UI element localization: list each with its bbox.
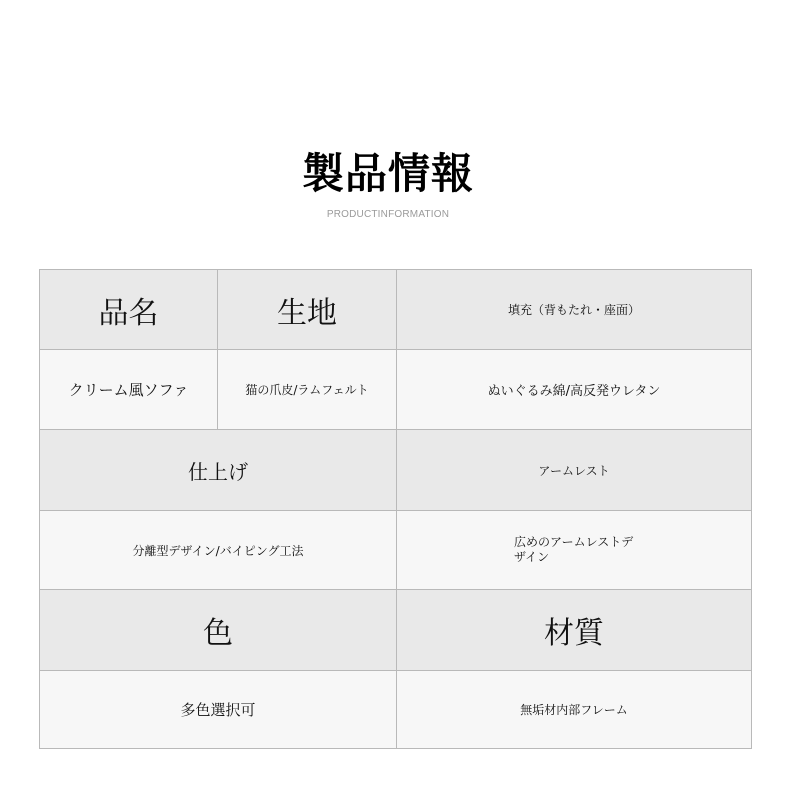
label-material: 材質 bbox=[397, 590, 751, 671]
value-armrest: アームレスト bbox=[397, 430, 751, 511]
label-filling: 填充（背もたれ・座面） bbox=[397, 270, 751, 350]
product-info-table bbox=[39, 269, 752, 749]
value-product-name: クリーム風ソファ bbox=[40, 350, 218, 430]
value-material: 無垢材内部フレーム bbox=[397, 671, 751, 748]
label-finish: 仕上げ bbox=[40, 430, 397, 511]
label-fabric: 生地 bbox=[218, 270, 397, 350]
value-color: 多色選択可 bbox=[40, 671, 397, 748]
value-finish: 分離型デザイン/バイピング工法 bbox=[40, 511, 397, 590]
value-armrest-design bbox=[397, 511, 751, 590]
label-product-name: 品名 bbox=[40, 270, 218, 350]
page-subtitle: PRODUCTINFORMATION bbox=[326, 209, 450, 220]
value-filling: ぬいぐるみ綿/高反発ウレタン bbox=[397, 350, 751, 430]
page-title: 製品情報 bbox=[301, 149, 474, 198]
label-color: 色 bbox=[40, 590, 397, 671]
armrest-design-text: 広めのアームレストデザイン bbox=[514, 535, 634, 564]
value-fabric: 猫の爪皮/ラムフェルト bbox=[218, 350, 397, 430]
